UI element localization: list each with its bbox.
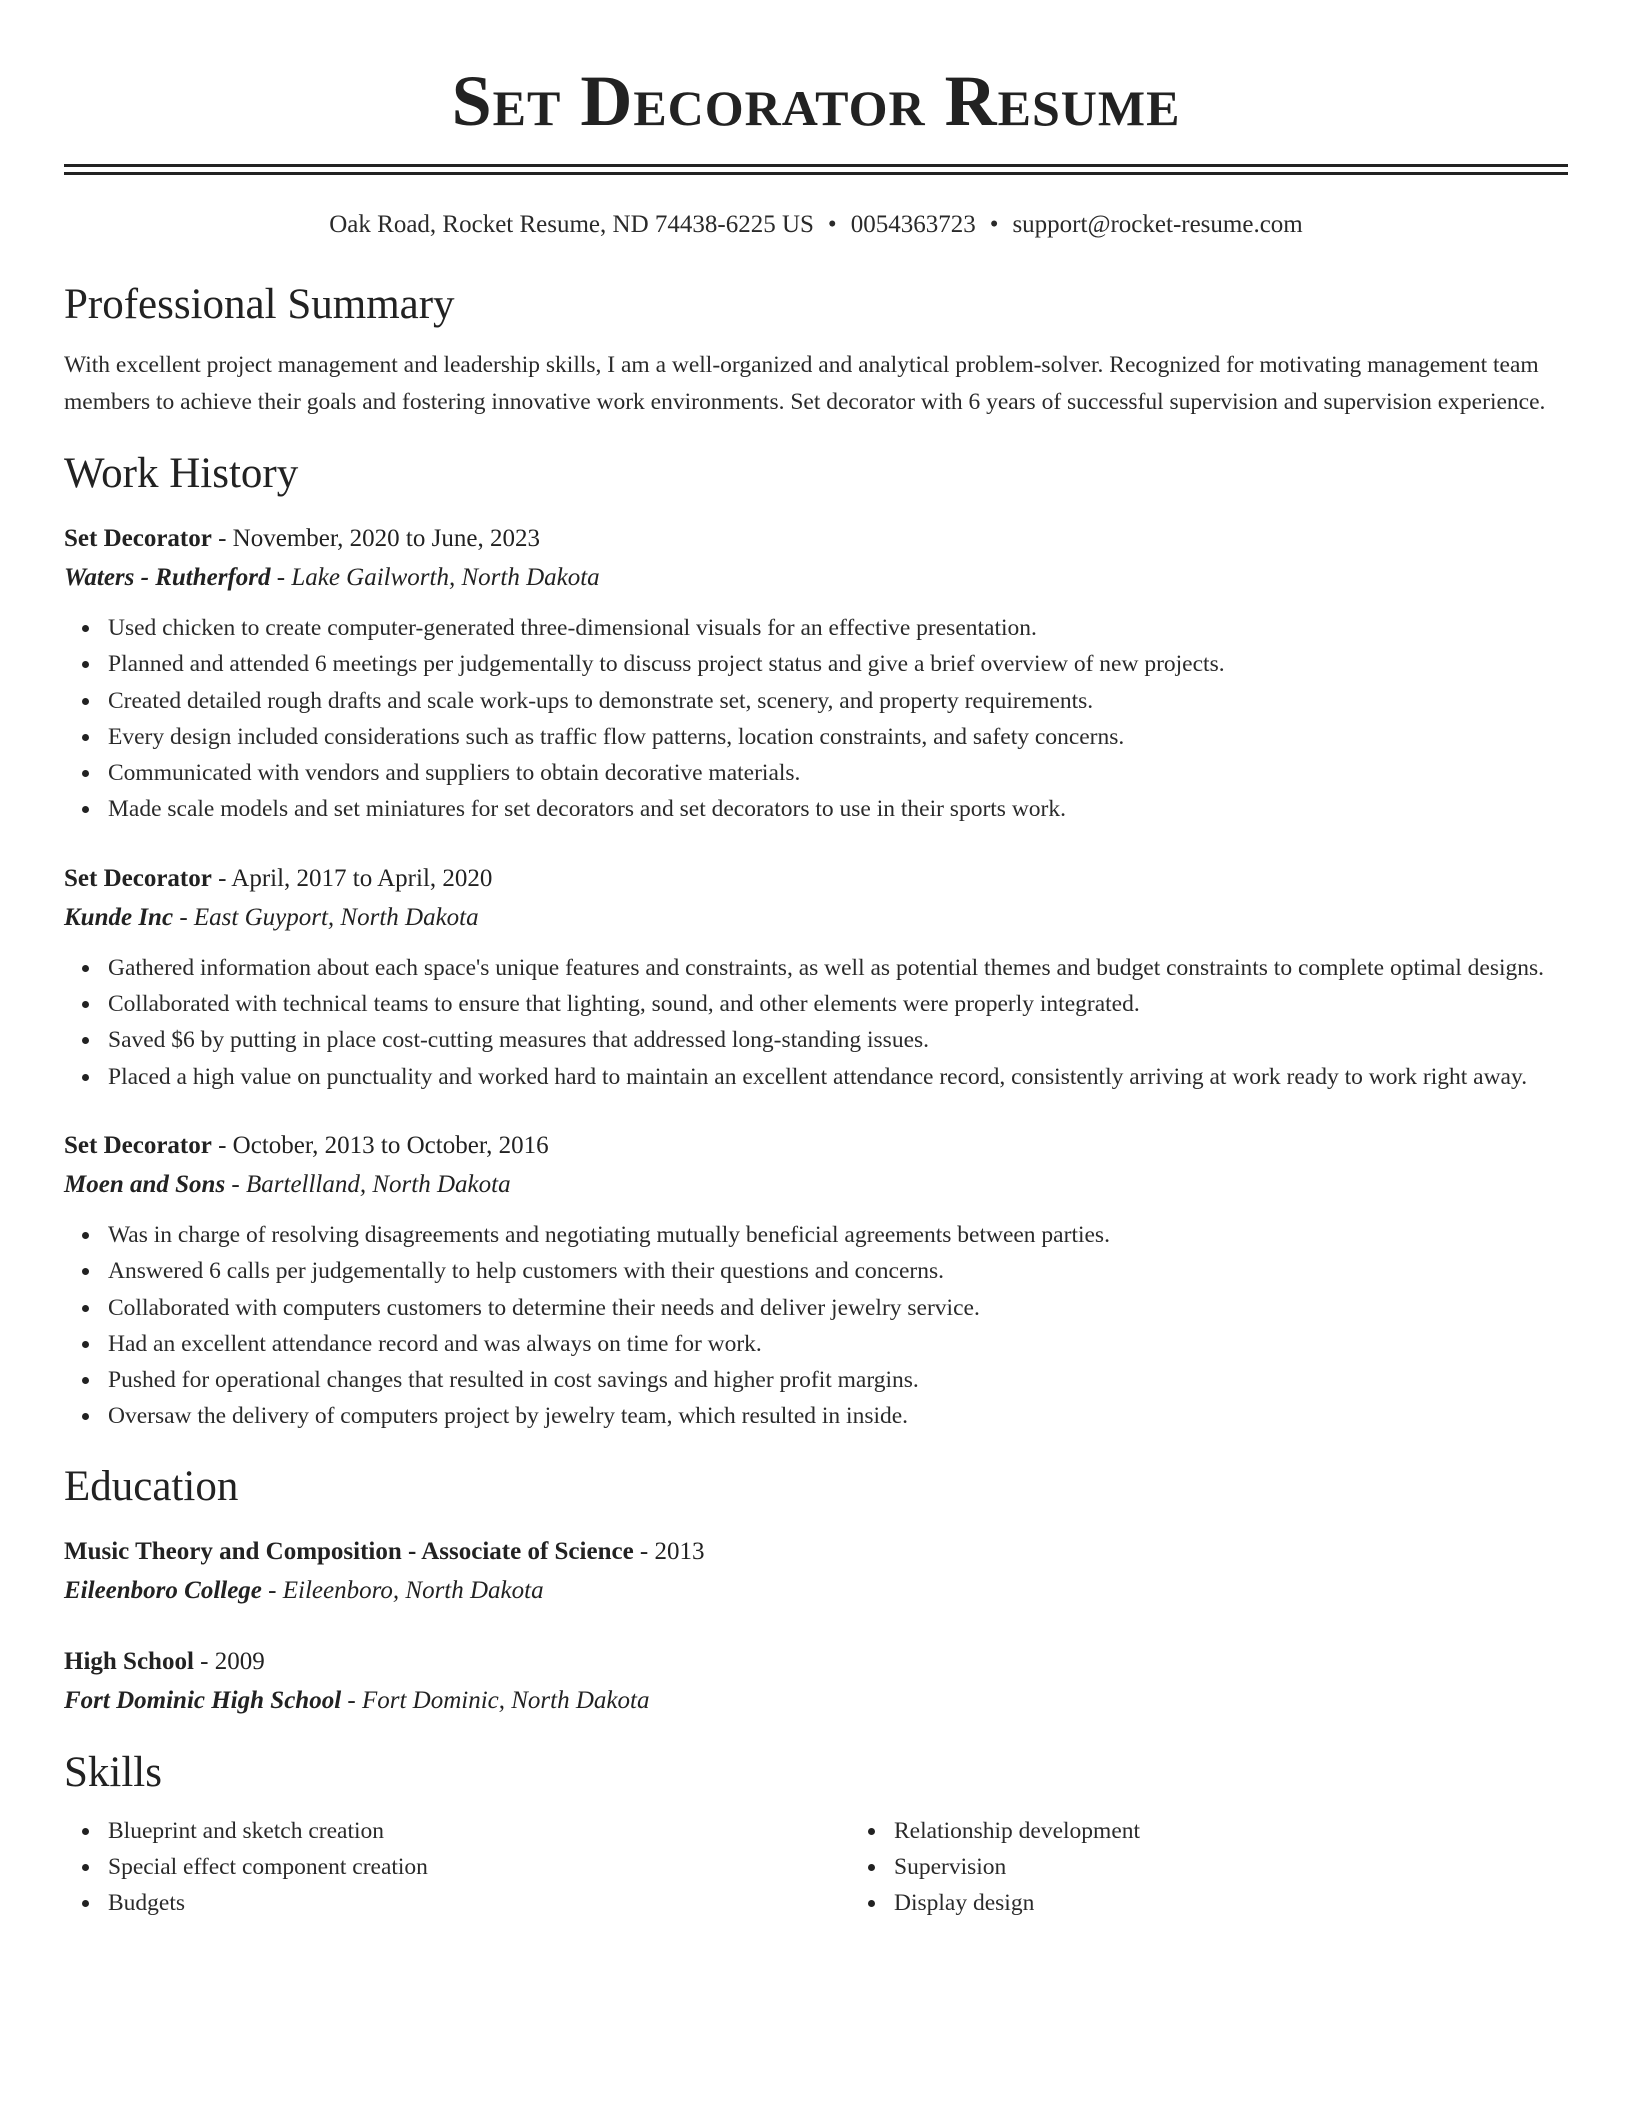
list-item: Communicated with vendors and suppliers to obtain decorative materials. [108,755,1568,791]
company-line [64,1165,1568,1205]
skills-left-column [64,1813,850,1922]
job-title: Set Decorator [64,864,212,892]
job-entry [64,860,1568,1095]
education-entry [64,1643,1568,1721]
list-item: Placed a high value on punctuality and worked hard to maintain an excellent attendance record, consistently arriving at work ready to work right away. [108,1059,1568,1095]
contact-address: Oak Road, Rocket Resume, ND 74438-6225 US [329,211,814,238]
school-location: - Fort Dominic, North Dakota [341,1686,650,1714]
summary-heading: Professional Summary [64,281,455,328]
school-line [64,1571,1568,1611]
school-name: Fort Dominic High School [64,1686,342,1714]
list-item: Answered 6 calls per judgementally to help customers with their questions and concerns. [108,1253,1568,1289]
education-entry [64,1533,1568,1611]
title-double-rule [64,164,1568,175]
skills-right-column [850,1813,1568,1922]
job-entry [64,1127,1568,1435]
graduation-year: - 2013 [633,1537,705,1565]
education-heading: Education [64,1462,239,1510]
job-title-line [64,1127,1568,1165]
skill-item: Blueprint and sketch creation [108,1813,850,1849]
contact-phone: 0054363723 [850,211,976,238]
skill-item: Special effect component creation [108,1849,850,1885]
list-item: Oversaw the delivery of computers project by jewelry team, which resulted in inside. [108,1398,1568,1434]
skill-item: Relationship development [894,1813,1568,1849]
contact-line [64,209,1568,241]
list-item: Collaborated with computers customers to determine their needs and deliver jewelry service. [108,1290,1568,1326]
job-title-line [64,520,1568,558]
job-entry [64,520,1568,828]
list-item: Pushed for operational changes that resulted in cost savings and higher profit margins. [108,1362,1568,1398]
job-dates: - November, 2020 to June, 2023 [211,525,540,552]
work-history-heading: Work History [64,450,299,497]
company-name: Moen and Sons [64,1170,226,1198]
job-bullets [64,950,1568,1095]
company-name: Waters - Rutherford [64,564,271,591]
job-dates: - October, 2013 to October, 2016 [211,1131,549,1159]
company-name: Kunde Inc [64,903,174,931]
list-item: Used chicken to create computer-generated three-dimensional visuals for an effective presentation. [108,610,1568,646]
list-item: Saved $6 by putting in place cost-cutting measures that addressed long-standing issues. [108,1022,1568,1058]
company-location: - Bartellland, North Dakota [225,1170,511,1198]
school-location: - Eileenboro, North Dakota [261,1576,544,1604]
school-name: Eileenboro College [64,1576,262,1604]
skill-item: Budgets [108,1885,850,1921]
resume-title: Set Decorator Resume [451,61,1181,141]
degree-line [64,1643,1568,1681]
degree-name: Music Theory and Composition - Associate of Science [64,1537,634,1565]
skill-item: Supervision [894,1849,1568,1885]
job-bullets [64,1217,1568,1435]
list-item: Was in charge of resolving disagreements and negotiating mutually beneficial agreements between parties. [108,1217,1568,1253]
company-line [64,898,1568,938]
job-title-line [64,860,1568,898]
contact-email: support@rocket-resume.com [1012,211,1303,238]
list-item: Created detailed rough drafts and scale work-ups to demonstrate set, scenery, and property requirements. [108,683,1568,719]
skills-columns [64,1813,1568,1922]
company-location: - East Guyport, North Dakota [173,903,479,931]
list-item: Planned and attended 6 meetings per judgementally to discuss project status and give a brief overview of new projects. [108,646,1568,682]
skills-heading: Skills [64,1748,162,1796]
skill-item: Display design [894,1885,1568,1921]
company-location: - Lake Gailworth, North Dakota [270,564,600,591]
list-item: Made scale models and set miniatures for set decorators and set decorators to use in their sports work. [108,791,1568,827]
school-line [64,1681,1568,1721]
list-item: Every design included considerations such as traffic flow patterns, location constraints, and safety concerns. [108,719,1568,755]
separator-dot: • [989,211,999,238]
job-title: Set Decorator [64,525,212,552]
job-title: Set Decorator [64,1131,212,1159]
job-dates: - April, 2017 to April, 2020 [211,864,493,892]
graduation-year: - 2009 [193,1647,265,1675]
company-line [64,558,1568,598]
list-item: Gathered information about each space's unique features and constraints, as well as potential themes and budget constraints to complete optimal designs. [108,950,1568,986]
job-bullets [64,610,1568,828]
list-item: Had an excellent attendance record and was always on time for work. [108,1326,1568,1362]
degree-name: High School [64,1647,194,1675]
list-item: Collaborated with technical teams to ensure that lighting, sound, and other elements were properly integrated. [108,986,1568,1022]
separator-dot: • [827,211,837,238]
degree-line [64,1533,1568,1571]
summary-text: With excellent project management and leadership skills, I am a well-organized and analytical problem-solver. Recognized for motivating management team members to achieve their goals and fostering innovative work environments. Set decorator with 6 years of successful supervision and supervision experience. [64,352,1546,415]
